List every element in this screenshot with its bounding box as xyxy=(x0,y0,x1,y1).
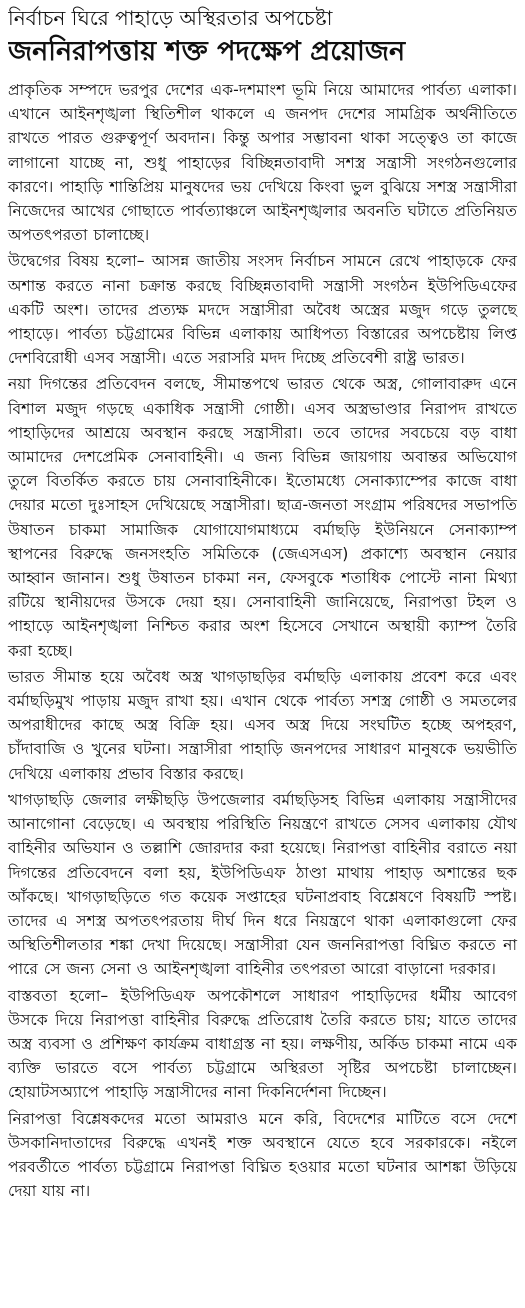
article-headline: জননিরাপত্তায় শক্ত পদক্ষেপ প্রয়োজন xyxy=(8,36,406,67)
article-paragraph-6: বাস্তবতা হলো– ইউপিডিএফ অপকৌশলে সাধারণ পাহাড়িদের ধর্মীয় আবেগ উসকে দিয়ে নিরাপত্তা বাহিনীর বিরুদ্ধে প্রতিরোধ তৈরি করতে চায়; যাতে তাদের অস্ত্র ব্যবসা ও প্রশিক্ষণ কার্যক্রম বাধাগ্রস্ত না হয়। লক্ষণীয়, অর্কিড চাকমা নামে এক ব্যক্তি ভারতে বসে পার্বত্য চট্টগ্রামে অস্থিরতা সৃষ্টির অপচেষ্টা চালাচ্ছেন। হোয়াটসঅ্যাপে পাহাড়ি সন্ত্রাসীদের নানা দিকনির্দেশনা দিচ্ছেন। xyxy=(8,986,517,1102)
article-paragraph-7: নিরাপত্তা বিশ্লেষকদের মতো আমরাও মনে করি, বিদেশের মাটিতে বসে দেশে উসকানিদাতাদের বিরুদ্ধে এখনই শক্ত অবস্থানে যেতে হবে সরকারকে। নইলে পরবর্তীতে পার্বত্য চট্টগ্রামে নিরাপত্তা বিঘ্নিত হওয়ার মতো ঘটনার আশঙ্কা উড়িয়ে দেয়া যায় না। xyxy=(8,1109,517,1201)
article-paragraph-1: প্রাকৃতিক সম্পদে ভরপুর দেশের এক-দশমাংশ ভূমি নিয়ে আমাদের পার্বত্য এলাকা। এখানে আইনশৃঙ্খলা স্থিতিশীল থাকলে এ জনপদ দেশের সামগ্রিক অর্থনীতিতে রাখতে পারত গুরুত্বপূর্ণ অবদান। কিন্তু অপার সম্ভাবনা থাকা সত্ত্বেও তা কাজে লাগানো যাচ্ছে না, শুধু পাহাড়ের বিচ্ছিন্নতাবাদী সশস্ত্র সন্ত্রাসী সংগঠনগুলোর কারণে। পাহাড়ি শান্তিপ্রিয় মানুষদের ভয় দেখিয়ে কিংবা ভুল বুঝিয়ে সশস্ত্র সন্ত্রাসীরা নিজেদের আখের গোছাতে পার্বত্যাঞ্চলে আইনশৃঙ্খলার অবনতি ঘটাতে প্রতিনিয়ত অপতৎপরতা চালাচ্ছে। xyxy=(8,81,517,245)
article-paragraph-4: ভারত সীমান্ত হয়ে অবৈধ অস্ত্র খাগড়াছড়ির বর্মাছড়ি এলাকায় প্রবেশ করে এবং বর্মাছড়িমুখ পাড়ায় মজুদ রাখা হয়। এখান থেকে পার্বত্য সশস্ত্র গোষ্ঠী ও সমতলের অপরাধীদের কাছে অস্ত্র বিক্রি হয়। এসব অস্ত্র দিয়ে সংঘটিত হচ্ছে অপহরণ, চাঁদাবাজি ও খুনের ঘটনা। সন্ত্রাসীরা পাহাড়ি জনপদের সাধারণ মানুষকে ভয়ভীতি দেখিয়ে এলাকায় প্রভাব বিস্তার করছে। xyxy=(8,667,517,783)
article-paragraph-3: নয়া দিগন্তের প্রতিবেদন বলছে, সীমান্তপথে ভারত থেকে অস্ত্র, গোলাবারুদ এনে বিশাল মজুদ গড়ছে একাধিক সন্ত্রাসী গোষ্ঠী। এসব অস্ত্রভাণ্ডার নিরাপদ রাখতে পাহাড়িদের আশ্রয়ে অবস্থান করছে সন্ত্রাসীরা। তবে তাদের সবচেয়ে বড় বাধা আমাদের দেশপ্রেমিক সেনাবাহিনী। এ জন্য বিভিন্ন জায়গায় অবান্তর অভিযোগ তুলে বিতর্কিত করতে চায় সেনাবাহিনীকে। ইতোমধ্যে সেনাক্যাম্পের কাজে বাধা দেয়ার মতো দুঃসাহস দেখিয়েছে সন্ত্রাসীরা। ছাত্র-জনতা সংগ্রাম পরিষদের সভাপতি উষাতন চাকমা সামাজিক যোগাযোগমাধ্যমে বর্মাছড়ি ইউনিয়নে সেনাক্যাম্প স্থাপনের বিরুদ্ধে জনসংহতি সমিতিকে (জেএসএস) প্রকাশ্যে অবস্থান নেয়ার আহ্বান জানান। শুধু উষাতন চাকমা নন, ফেসবুকে শতাধিক পোস্টে নানা মিথ্যা রটিয়ে স্থানীয়দের উসকে দেয়া হয়। সেনাবাহিনী জানিয়েছে, নিরাপত্তা টহল ও পাহাড়ে আইনশৃঙ্খলা নিশ্চিত করার অংশ হিসেবে সেখানে অস্থায়ী ক্যাম্প তৈরি করা হচ্ছে। xyxy=(8,375,517,660)
article-paragraph-5: খাগড়াছড়ি জেলার লক্ষীছড়ি উপজেলার বর্মাছড়িসহ বিভিন্ন এলাকায় সন্ত্রাসীদের আনাগোনা বেড়েছে। এ অবস্থায় পরিস্থিতি নিয়ন্ত্রণে রাখতে সেসব এলাকায় যৌথ বাহিনীর অভিযান ও তল্লাশি জোরদার করা হয়েছে। নিরাপত্তা বাহিনীর বরাতে নয়া দিগন্তের প্রতিবেদনে বলা হয়, ইউপিডিএফ ঠাণ্ডা মাথায় পাহাড় অশান্তের ছক আঁকছে। খাগড়াছড়িতে গত কয়েক সপ্তাহের ঘটনাপ্রবাহ বিশ্লেষণে বিষয়টি স্পষ্ট। তাদের এ সশস্ত্র অপতৎপরতায় দীর্ঘ দিন ধরে নিয়ন্ত্রণে থাকা এলাকাগুলো ফের অস্থিতিশীলতার শঙ্কা দেখা দিয়েছে। সন্ত্রাসীরা যেন জননিরাপত্তা বিঘ্নিত করতে না পারে সে জন্য সেনা ও আইনশৃঙ্খলা বাহিনীর তৎপরতা আরো বাড়ানো দরকার। xyxy=(8,790,517,979)
article-kicker: নির্বাচন ঘিরে পাহাড়ে অস্থিরতার অপচেষ্টা xyxy=(8,6,333,30)
article-paragraph-2: উদ্বেগের বিষয় হলো– আসন্ন জাতীয় সংসদ নির্বাচন সামনে রেখে পাহাড়কে ফের অশান্ত করতে নানা চক্রান্ত করছে বিচ্ছিন্নতাবাদী সন্ত্রাসী সংগঠন ইউপিডিএফের একটি অংশ। তাদের প্রত্যক্ষ মদদে সন্ত্রাসীরা অবৈধ অস্ত্রের মজুদ গড়ে তুলছে পাহাড়ে। পার্বত্য চট্টগ্রামের বিভিন্ন এলাকায় আধিপত্য বিস্তারের অপচেষ্টায় লিপ্ত দেশবিরোধী এসব সন্ত্রাসী। এতে সরাসরি মদদ দিচ্ছে প্রতিবেশী রাষ্ট্র ভারত। xyxy=(8,252,517,368)
article-body xyxy=(8,78,517,1203)
